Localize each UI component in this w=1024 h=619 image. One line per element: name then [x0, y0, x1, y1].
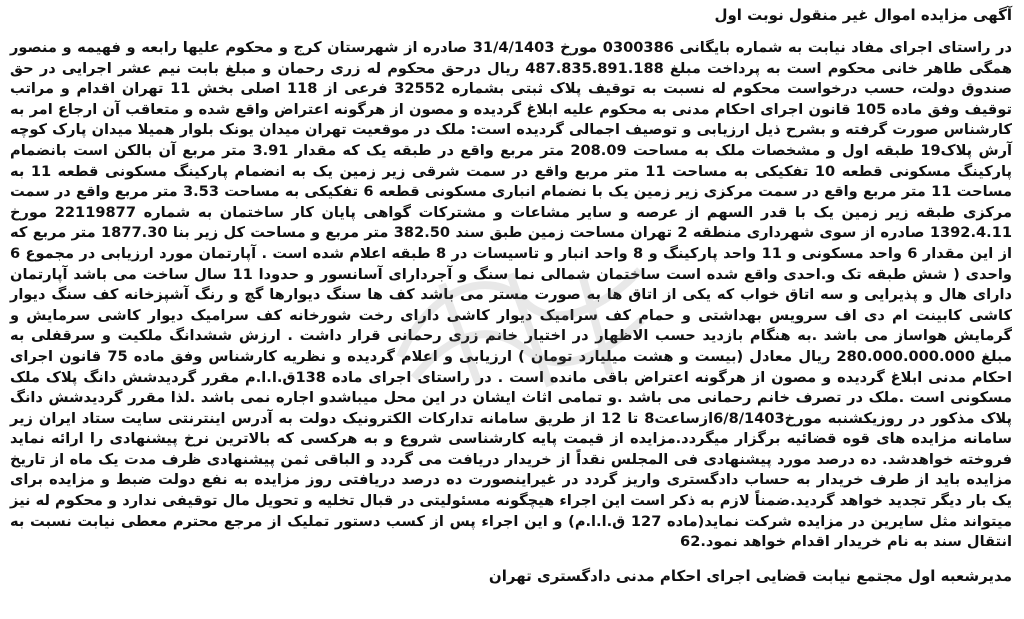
notice-signature: مدیرشعبه اول مجتمع نیابت قضایی اجرای احکام مدنی دادگستری تهران: [488, 566, 1012, 585]
notice-title: آگهی مزایده اموال غیر منقول نوبت اول: [714, 6, 1012, 24]
notice-body: [10, 38, 1012, 553]
notice-body-text: در راستای اجرای مفاد نیابت به شماره بایگانی 0300386 مورخ 31/4/1403 صادره از شهرستان کرج و محکوم علیها رابعه و فهیمه و منصور همگی طاهر خانی محکوم است به پرداخت مبلغ 487.835.891.188 ریال درحق محکوم له زری رحمان و مبلغ بابت نیم عشر اجرایی در حق صندوق دولت، حسب درخواست محکوم له نسبت به توقیف پلاک ثبتی بشماره 32552 فرعی از 118 اصلی بخش 11 تهران اقدام و مراتب توقیف وفق ماده 105 قانون اجرای احکام مدنی به محکوم علیه ابلاغ گردیده و مصون از هرگونه اعتراض واقع شده و متعاقب آن ارجاع امر به کارشناس صورت گرفته و بشرح ذیل ارزیابی و توصیف اجمالی گردیده است: ملک در موقعیت تهران میدان یونک بلوار همیلا میدان پارک کوچه آرش پلاک19 طبقه اول و مشخصات ملک به مساحت 208.09 متر مربع واقع در طبقه یک که مقدار 3.91 متر مربع آن بالکن است بانضمام پارکینگ مسکونی قطعه 10 تفکیکی به مساحت 11 متر مربع واقع در سمت شرقی زیر زمین یک به انضمام پارکینگ مسکونی قطعه 11 به مساحت 11 متر مربع واقع در سمت مرکزی زیر زمین یک با نضمام انباری مسکونی قطعه 6 تفکیکی به مساحت 3.53 متر مربع واقع در سمت مرکزی طبقه زیر زمین یک با قدر السهم از عرصه و سایر مشاعات و مشترکات گواهی پایان کار ساختمان به شماره 22119877 مورخ 1392.4.11 صادره از سوی شهرداری منطقه 2 تهران مساحت زمین طبق سند 382.50 متر مربع و مساحت کل زیر بنا 1877.30 متر مربع که از این مقدار 6 واحد مسکونی و 11 واحد پارکینگ و 8 واحد انبار و تاسیسات در 8 طبقه اعلام شده است . آپارتمان مورد ارزیابی در مجموع 6 واحدی ( شش طبقه تک و.احدی واقع شده است ساختمان شمالی نما سنگ و آجردارای آسانسور و حدودا 11 سال ساخت می باشد آپارتمان دارای هال و پذیرایی و سه اتاق خواب که یکی از اتاق ها به صورت مستر می باشد کف ها سنگ دیوارها گچ و رنگ آشپزخانه کف سنگ دیوار کاشی کابینت ام دی اف سرویس بهداشتی و حمام کف سرامیک دیوار کاشی دارای رخت شورخانه کف سرامیک دیوار کاشی سرمایش و گرمایش هواساز می باشد .به هنگام بازدید حسب الاظهار در اختیار خانم زری رحمانی قرار داشت . ارزش ششدانگ ملکیت و سرقفلی به مبلغ 280.000.000.000 ریال معادل (بیست و هشت میلیارد تومان ) ارزیابی و اعلام گردیده و نظریه کارشناس وفق ماده 75 قانون اجرای احکام مدنی ابلاغ گردیده و مصون از هرگونه اعتراض باقی مانده است . در راستای اجرای ماده 138ق.ا.ا.م مقرر گردیدشش دانگ پلاک ملک مسکونی است .ملک در تصرف خانم رحمانی می باشد .و تمامی اثاث ایشان در این محل میباشدو اجاره نمی باشد .لذا مقرر گردیدشش دانگ پلاک مذکور در روزیکشنبه مورخ6/8/1403ازساعت8 تا 12 از طریق سامانه تدارکات الکترونیک دولت به آدرس اینترنتی سایت ستاد ایران زیر سامانه مزایده های قوه قضائیه برگزار میگردد.مزایده از قیمت پایه کارشناسی شروع و به هرکسی که بالاترین نرخ پیشنهادی را ارائه نماید فروخته خواهدشد. ده درصد مورد پیشنهادی فی المجلس نقداً از خریدار دریافت می گردد و الباقی ثمن پیشنهادی ظرف مدت یک ماه از تاریخ مزایده باید از طرف خریدار به حساب دادگستری واریز گردد در غیراینصورت ده درصد دریافتی روز مزایده به نفع دولت ضبط و مزایده برای یک بار دیگر تجدید خواهد گردید.ضمناً لازم به ذکر است این اجراء هیچگونه مسئولیتی در قبال تخلیه و تحویل مال توقیفی ندارد و محکوم له نیز میتواند مثل سایرین در مزایده شرکت نماید(ماده 127 ق.ا.ا.م) و این اجراء پس از کسب دستور تملیک از مرجع محترم معطی نیابت نسبت به انتقال سند به نام خریدار اقدام خواهد نمود.62: [10, 39, 1013, 551]
